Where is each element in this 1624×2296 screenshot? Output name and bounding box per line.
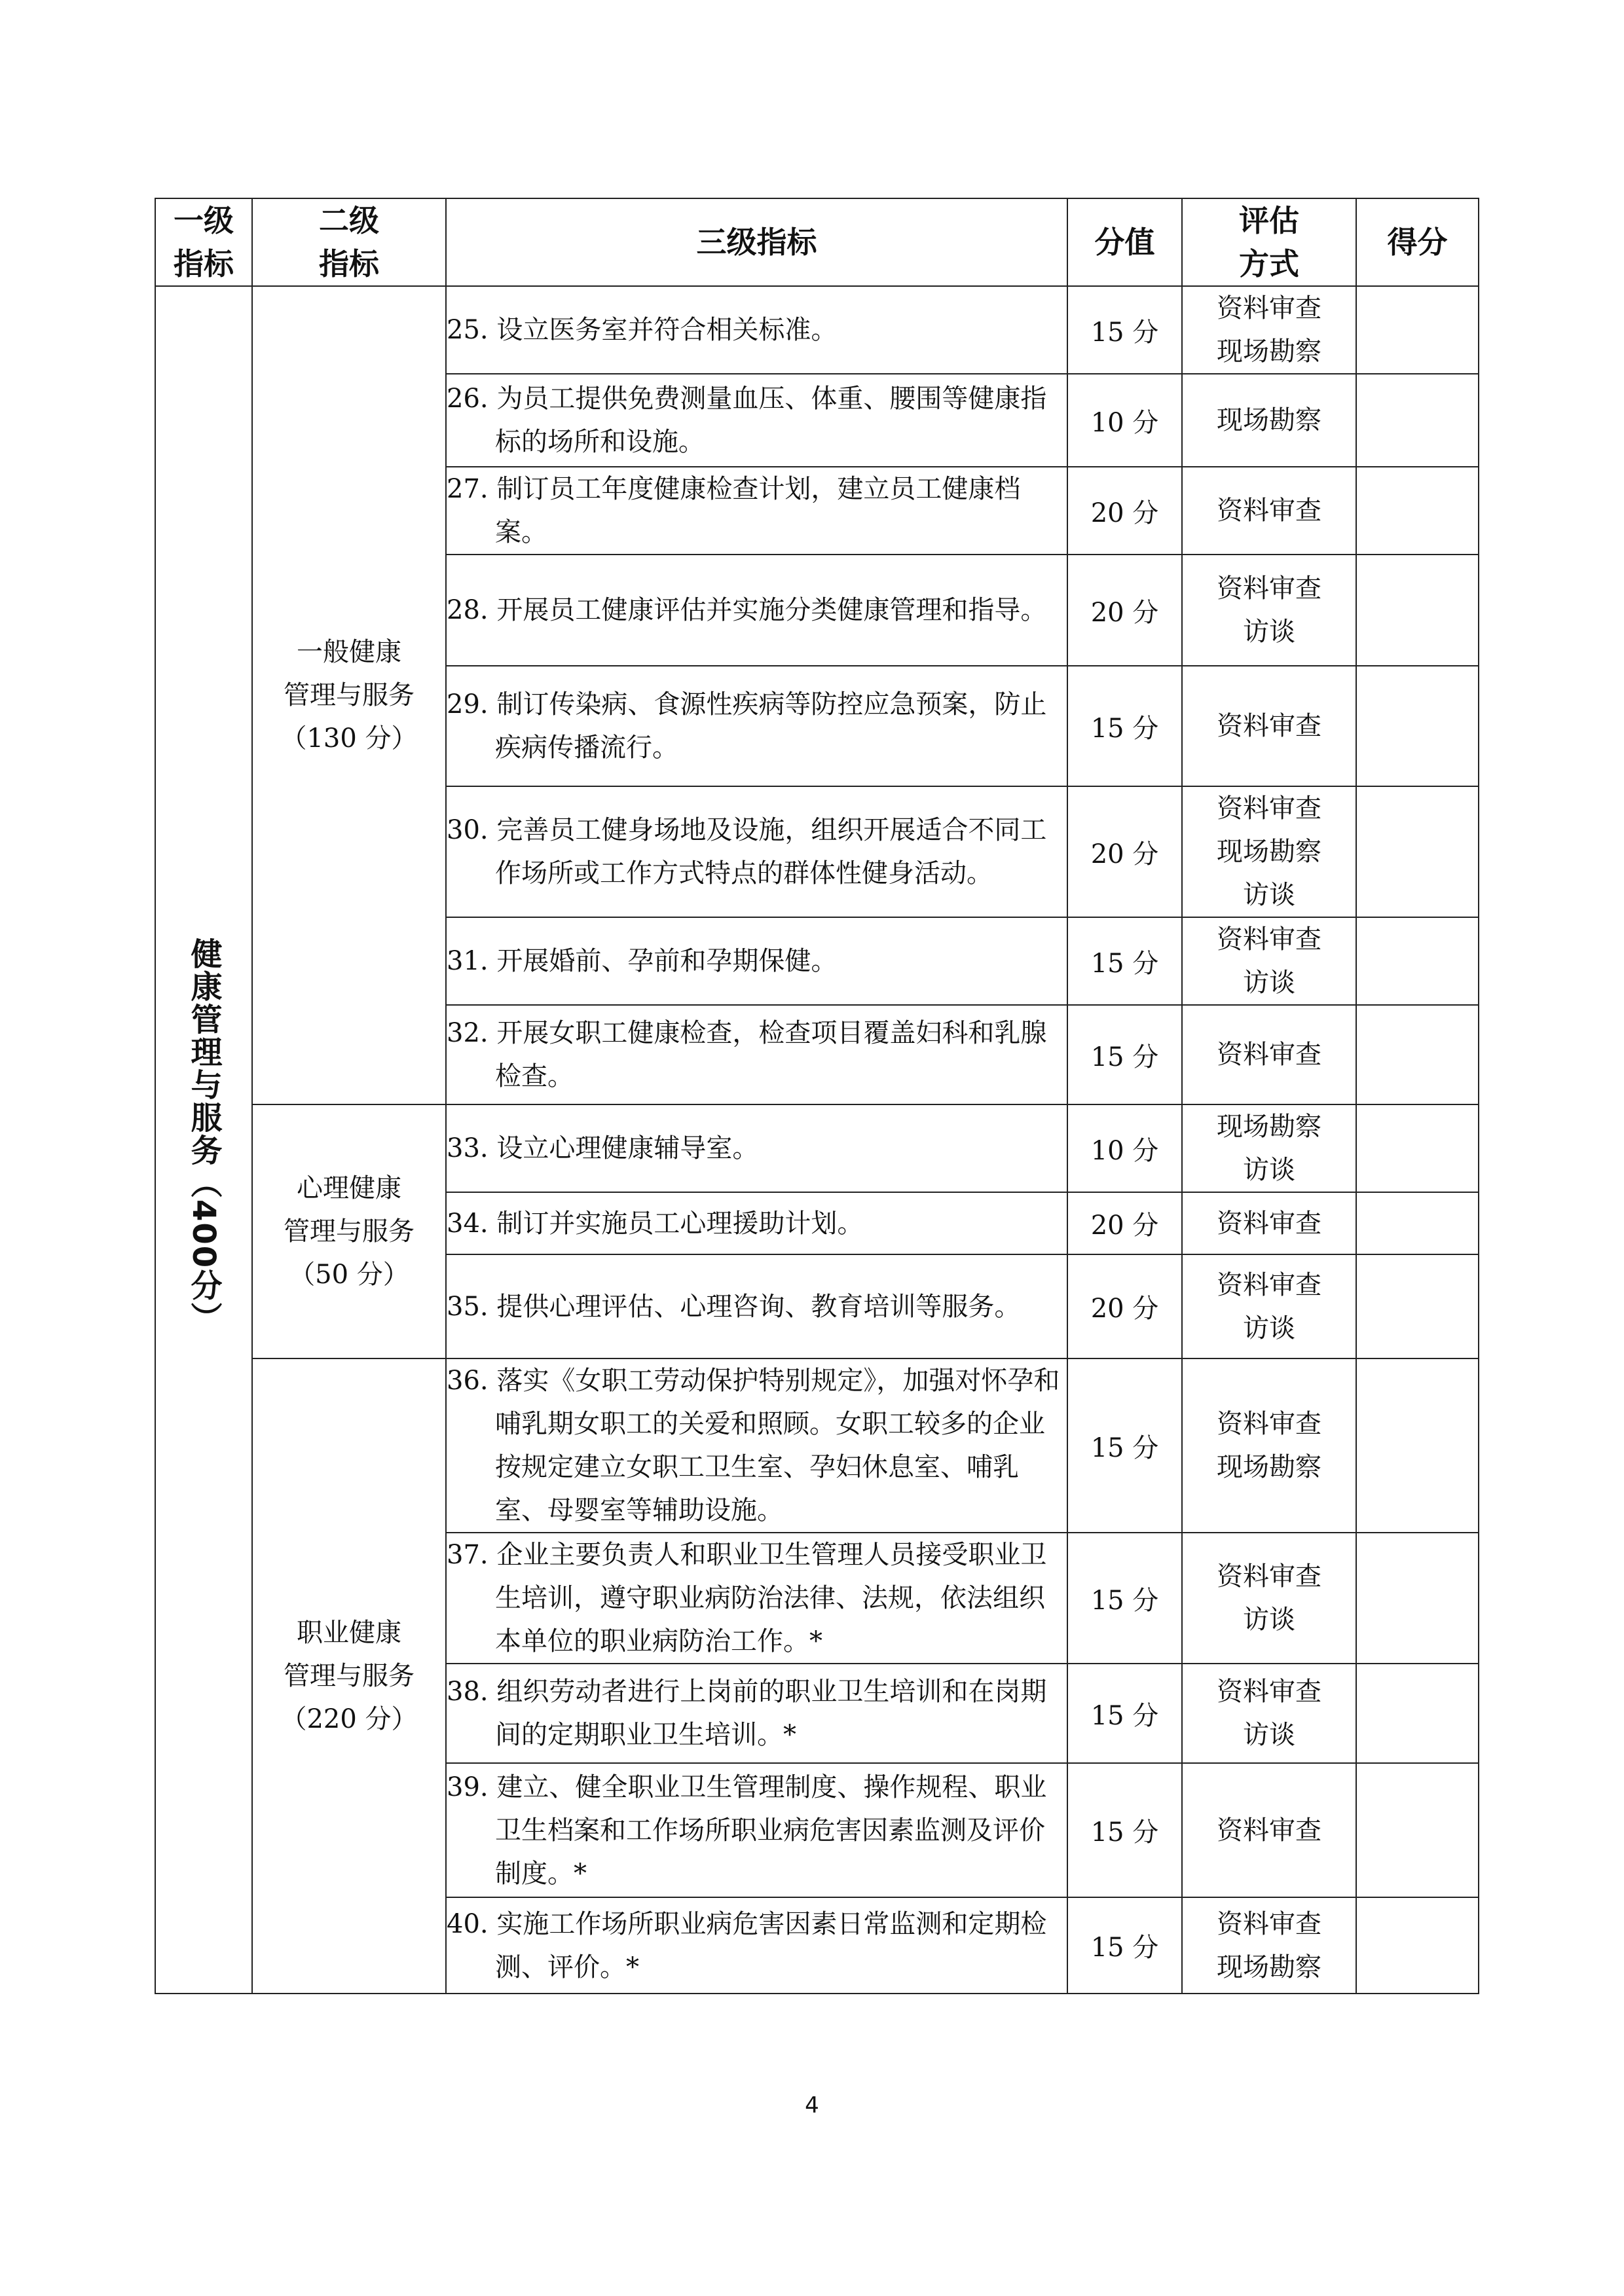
level3-indicator [446,374,1067,467]
score-value: 15 分 [1067,1358,1182,1533]
score-obtained-cell [1356,1005,1479,1104]
level2-indicator [252,1358,446,1994]
method-item: 现场勘察 [1217,1112,1321,1142]
score-obtained-cell [1356,1254,1479,1358]
level3-text: 34. 制订并实施员工心理援助计划。 [447,1208,864,1239]
header-line: 方式 [1239,246,1299,282]
level2-label-line: （220 分） [280,1704,418,1734]
score-obtained-cell [1356,374,1479,467]
evaluation-table [155,198,1479,1994]
evaluation-method [1182,286,1356,374]
level3-indicator [446,286,1067,374]
score-value: 10 分 [1067,374,1182,467]
score-obtained-cell [1356,467,1479,555]
header-line: 二级 [319,203,379,238]
score-obtained-cell [1356,555,1479,666]
level3-text: 36. 落实《女职工劳动保护特别规定》，加强对怀孕和哺乳期女职工的关爱和照顾。女职工较多的企业按规定建立女职工卫生室、孕妇休息室、哺乳室、母婴室等辅助设施。 [447,1366,1060,1525]
score-obtained-cell [1356,917,1479,1005]
method-item: 资料审查 [1217,1561,1321,1592]
level2-label-line: 一般健康 [297,637,401,667]
level1-main: 健康管理与服务 [185,937,222,1167]
level2-label-line: 职业健康 [297,1618,401,1648]
level3-text: 28. 开展员工健康评估并实施分类健康管理和指导。 [447,595,1047,625]
score-value: 15 分 [1067,1664,1182,1763]
level1-indicator [155,286,252,1994]
score-obtained-cell [1356,1104,1479,1192]
level3-text: 27. 制订员工年度健康检查计划，建立员工健康档案。 [447,474,1021,547]
method-item: 资料审查 [1217,496,1321,526]
level3-text: 26. 为员工提供免费测量血压、体重、腰围等健康指标的场所和设施。 [447,384,1047,457]
level3-text: 30. 完善员工健身场地及设施，组织开展适合不同工作场所或工作方式特点的群体性健身活动。 [447,815,1047,888]
level2-label-line: 管理与服务 [284,1216,415,1247]
level2-indicator [252,1104,446,1358]
level1-unit: 分 [185,1269,222,1302]
score-value: 20 分 [1067,555,1182,666]
level3-indicator [446,666,1067,786]
method-item: 资料审查 [1217,711,1321,741]
level3-indicator [446,1254,1067,1358]
level3-indicator [446,555,1067,666]
level3-text: 31. 开展婚前、孕前和孕期保健。 [447,946,838,976]
level3-text: 40. 实施工作场所职业病危害因素日常监测和定期检测、评价。* [447,1908,1047,1982]
score-value: 10 分 [1067,1104,1182,1192]
method-item: 资料审查 [1217,574,1321,604]
header-line: 指标 [174,246,234,282]
score-value: 15 分 [1067,1897,1182,1994]
evaluation-method [1182,555,1356,666]
score-obtained-cell [1356,1358,1479,1533]
level2-label-line: 管理与服务 [284,1661,415,1691]
level2-label-line: （130 分） [280,723,418,754]
evaluation-method [1182,786,1356,917]
evaluation-method [1182,666,1356,786]
method-item: 现场勘察 [1217,1952,1321,1982]
score-value: 20 分 [1067,467,1182,555]
level3-text: 37. 企业主要负责人和职业卫生管理人员接受职业卫生培训，遵守职业病防治法律、法规，依法组织本单位的职业病防治工作。* [447,1540,1047,1656]
level2-indicator [252,286,446,1104]
level3-text: 35. 提供心理评估、心理咨询、教育培训等服务。 [447,1291,1021,1322]
level3-text: 38. 组织劳动者进行上岗前的职业卫生培训和在岗期间的定期职业卫生培训。* [447,1677,1047,1750]
table-row [155,286,1479,374]
header-level1 [155,198,252,286]
page-number: 4 [805,2092,819,2119]
score-obtained-cell [1356,666,1479,786]
method-item: 资料审查 [1217,1269,1321,1300]
score-value: 15 分 [1067,1005,1182,1104]
score-obtained-cell [1356,1533,1479,1664]
level3-text: 39. 建立、健全职业卫生管理制度、操作规程、职业卫生档案和工作场所职业病危害因素监测及评价制度。* [447,1772,1047,1889]
level3-indicator [446,917,1067,1005]
level3-indicator [446,1358,1067,1533]
method-item: 资料审查 [1217,1409,1321,1439]
header-row [155,198,1479,286]
level2-label-line: 心理健康 [297,1173,401,1203]
score-value: 20 分 [1067,1192,1182,1254]
method-item: 资料审查 [1217,1040,1321,1070]
evaluation-method [1182,917,1356,1005]
level3-indicator [446,1104,1067,1192]
level3-indicator [446,467,1067,555]
score-value: 20 分 [1067,786,1182,917]
table-row [155,1104,1479,1192]
method-item: 资料审查 [1217,1908,1321,1939]
evaluation-method [1182,467,1356,555]
level1-points: 400 [185,1199,222,1269]
score-value: 15 分 [1067,666,1182,786]
method-item: 访谈 [1243,880,1295,910]
header-method [1182,198,1356,286]
level3-indicator [446,786,1067,917]
header-got: 得分 [1356,198,1479,286]
level3-text: 25. 设立医务室并符合相关标准。 [447,315,838,345]
score-obtained-cell [1356,1664,1479,1763]
evaluation-method [1182,1005,1356,1104]
method-item: 访谈 [1243,1155,1295,1185]
level1-label [185,937,222,1335]
method-item: 资料审查 [1217,924,1321,955]
evaluation-method [1182,1533,1356,1664]
score-obtained-cell [1356,286,1479,374]
level2-label-line: （50 分） [289,1260,409,1290]
score-value: 15 分 [1067,286,1182,374]
header-line: 评估 [1239,203,1299,238]
table-row [155,1358,1479,1533]
score-value: 15 分 [1067,917,1182,1005]
header-level3: 三级指标 [446,198,1067,286]
method-item: 访谈 [1243,1720,1295,1750]
evaluation-method [1182,1358,1356,1533]
level3-indicator [446,1533,1067,1664]
method-item: 现场勘察 [1217,837,1321,867]
evaluation-method [1182,1897,1356,1994]
score-obtained-cell [1356,1192,1479,1254]
evaluation-method [1182,1664,1356,1763]
method-item: 资料审查 [1217,793,1321,824]
method-item: 访谈 [1243,617,1295,647]
level1-paren-close: ） [185,1302,222,1335]
level3-indicator [446,1664,1067,1763]
method-item: 现场勘察 [1217,405,1321,435]
method-item: 访谈 [1243,1313,1295,1343]
score-obtained-cell [1356,1897,1479,1994]
score-value: 15 分 [1067,1763,1182,1897]
header-line: 一级 [174,203,234,238]
header-line: 指标 [319,246,379,282]
score-value: 20 分 [1067,1254,1182,1358]
level3-indicator [446,1763,1067,1897]
score-value: 15 分 [1067,1533,1182,1664]
method-item: 资料审查 [1217,1815,1321,1846]
method-item: 访谈 [1243,1605,1295,1635]
evaluation-method [1182,1192,1356,1254]
method-item: 资料审查 [1217,1677,1321,1707]
level2-label-line: 管理与服务 [284,680,415,710]
method-item: 访谈 [1243,968,1295,998]
level3-text: 33. 设立心理健康辅导室。 [447,1133,759,1163]
evaluation-method [1182,1763,1356,1897]
level3-indicator [446,1192,1067,1254]
evaluation-method [1182,374,1356,467]
header-score: 分值 [1067,198,1182,286]
method-item: 现场勘察 [1217,1452,1321,1482]
method-item: 资料审查 [1217,293,1321,323]
score-obtained-cell [1356,786,1479,917]
header-level2 [252,198,446,286]
method-item: 现场勘察 [1217,337,1321,367]
level3-text: 32. 开展女职工健康检查，检查项目覆盖妇科和乳腺检查。 [447,1018,1047,1091]
level3-text: 29. 制订传染病、食源性疾病等防控应急预案，防止疾病传播流行。 [447,689,1047,763]
method-item: 资料审查 [1217,1208,1321,1239]
level3-indicator [446,1005,1067,1104]
level3-indicator [446,1897,1067,1994]
evaluation-method [1182,1104,1356,1192]
level1-paren-open: （ [185,1166,222,1199]
evaluation-method [1182,1254,1356,1358]
score-obtained-cell [1356,1763,1479,1897]
